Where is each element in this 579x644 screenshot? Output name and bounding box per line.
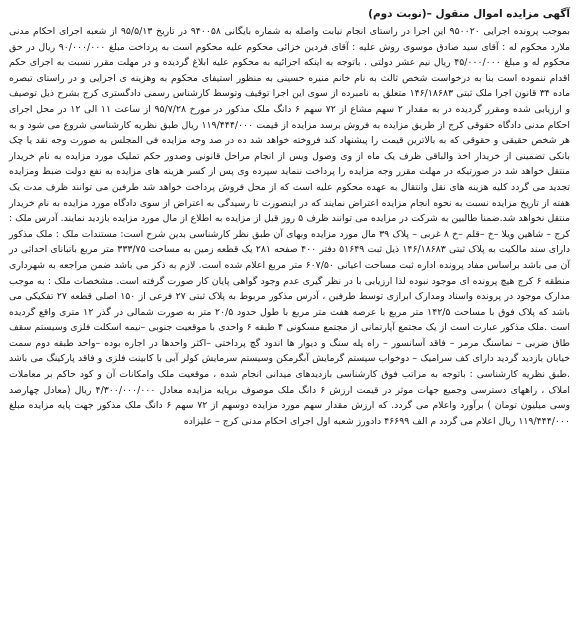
- notice-title: آگهی مزایده اموال منقول –(نوبت دوم): [368, 8, 570, 20]
- notice-body: بموجب پرونده اجرایی ۹۵۰۰۲۰ این اجرا در راستای انجام نیابت واصله به شماره بایگانی ۹۴۰۰۵۸ در تاریخ ۹۵/۵/۱۳ از شعبه اجرای احکام مدنی ملارد محکوم له : آقای سید صادق موسوی روش علیه : آقای فردین خزائی محکوم علیه محکوم است به پرداخت مبلغ ۹۰/۰۰۰/۰۰۰ ریال در حق محکوم له و مبلغ ۴۵/۰۰۰/۰۰۰ ریال نیم عشر دولتی . باتوجه به اینکه اجرائیه به محکوم علیه ابلاغ گردیده و در مهلت مقرر نسبت به اجرای حکم اقدام ننموده است بنا به درخواست شخص ثالث به نام خانم منیره حسینی به منظور استیفای محکوم به وهزینه ی اجرایی و در راستای تبصره ماده ۳۴ قانون اجرا ملک ثبتی ۱۴۶/۱۸۶۸۳ متعلق به نامبرده از سوی این اجرا توقیف وتوسط کارشناس رسمی دادگستری کرج بشرح ذیل توصیف و ارزیابی شده ومقرر گردیده در به مقدار ۲ سهم مشاع از ۷۲ سهم ۶ دانگ ملک مذکور در مورخ ۹۵/۷/۲۸ از ساعت ۱۱ الی ۱۲ در محل اجرای احکام مدنی دادگاه حقوقی کرج از طریق مزایده به فروش برسد مزایده از قیمت ۱۱۹/۴۴۴/۰۰۰ ریال طبق نظریه کارشناسی شروع می شود و به هر شخص حقیقی و حقوقی که به بالاترین قیمت را پیشنهاد کند فروخته خواهد شد ده در صد وجه مزایده فی المجلس به صورت وجه نقد یا چک بانکی تضمینی از خریدار اخذ والباقی ظرف یک ماه از وی وصول ویس از انجام مراحل قانونی وصدور حکم تملیک مورد مزایده به نام خریدار منتقل خواهد شد در صورتیکه در مهلت مقرر وجه مزایده را پرداخت ننماید سپرده وی پس از کسر هزینه های مزایده به نفع دولت ضبط ومزایده تجدید می گردد کلیه هزینه های نقل وانتقال به عهده محکوم علیه است که از محل فروش پرداخت خواهد شد طرفین می توانند ظرف مدت یک هفته از تاریخ مزایده نسبت به نحوه انجام مزایده اعتراض نمایند که در اینصورت تا رسیدگی به اعتراض از سوی دادگاه مورد مزایده به نام خریدار منتقل نخواهد شد.ضمنا طالبین به شرکت در مزایده می توانند ظرف ۵ روز قبل از مزایده به اطلاع از مال مورد مزایده بازدید نمایند. آدرس ملک : کرج – شاهین ویلا –خ –قلم –خ ۸ غربی – پلاک ۳۹ مال مورد مزایده وبهای آن طبق نظر کارشناسی بدین شرح است: مستندات ملک : ملک مذکور دارای سند مالکیت به پلاک ثبتی ۱۴۶/۱۸۶۸۳ ذیل ثبت ۵۱۶۴۹ دفتر ۴۰۰ صفحه ۲۸۱ یک قطعه زمین به مساحت ۳۳۳/۷۵ متر مربع باتبانای احداثی در آن می باشد براساس مفاد پرونده اداره ثبت مساحت اعیانی ۶۰۷/۵۰ متر مربع اعلام شده است. لازم به ذکر می باشد ضمن مراجعه به شهرداری منطقه ۶ کرج هیچ پرونده ای موجود نبوده لذا ارزیابی با در نظر گیری عدم وجود گواهی پایان کار صورت گرفته است. مشخصات ملک : به موجب مدارک موجود در پرونده واسناد ومدارک ابرازی توسط طرفین ، آدرس مذکور مربوط به پلاک ثبتی ۲۷ فرعی از ۱۵۰ اصلی قطعه ۲۷ تفکیکی می باشد که پلاک فوق با مساحت ۱۴۲/۵ متر مربع با عرصه هفت متر مربع با طول حدود ۲۰/۵ متر به صورت شمالی در گذر ۱۲ متری واقع گردیده است .ملک مذکور عبارت است از یک مجتمع آپارتمانی از مجتمع مسکونی ۴ طبقه ۶ واحدی با موقعیت جنوبی –نیمه اسکلت فلزی وسیستم سقف طاق ضربی – نماسنگ مرمر – فاقد آسانسور – راه پله سنگ و دیوار ها اندود گچ پرداختی –اکثر واحدها در اجاره بوده –واحد طبقه دوم سمت خیابان بازدید گردید دارای کف سرامیک – دوخواب سیستم گرمایش آبگرمکن وسیستم سرمایش کولر آبی با کابینت فلزی و فاقد پارکینگ می باشد .طبق نظریه کارشناسی : باتوجه به مراتب فوق کارشناسی بازدیدهای میدانی انجام شده ، موقعیت ملک وامکانات آن و کود حاکم بر معاملات املاک ، راههای دسترسی وجمیع جهات موثر در قیمت ارزش ۶ دانگ ملک موصوف برپایه مزایده معادل ۴/۳۰۰/۰۰۰/۰۰۰ ریال (معادل چهارصد وسی میلیون تومان ) برآورد واعلام می گردد. که ارزش مقدار سهم مورد مزایده دوسهم از ۷۲ سهم ۶ دانگ ملک مذکور جهت پایه مزایده مبلغ ۱۱۹/۴۴۴/۰۰۰ ریال اعلام می گردد م الف ۴۶۶۹۹ دادورز شعبه اول اجرای احکام مدنی کرج – علیزاده: [9, 26, 571, 427]
